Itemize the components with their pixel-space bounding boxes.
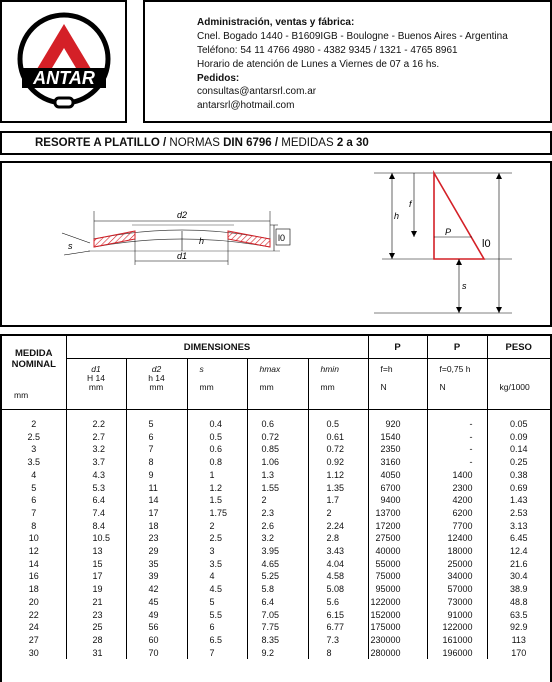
- cell-d1: 21: [66, 596, 126, 609]
- table-row: [2, 469, 550, 482]
- cell-hmax: 1.3: [247, 469, 308, 482]
- cell-d2: 60: [126, 634, 187, 647]
- cell-medida: 6: [31, 495, 37, 506]
- cell-p-075h: 122000: [427, 621, 487, 634]
- sub-d1: d1 H 14 mm: [66, 359, 126, 410]
- info-heading: Administración, ventas y fábrica:: [197, 17, 355, 28]
- cell-peso: 0.69: [487, 482, 550, 495]
- cell-p-fh: 920: [368, 410, 427, 431]
- cell-medida: 22: [28, 609, 39, 620]
- sub-d2: d2 h 14 mm: [126, 359, 187, 410]
- info-email-2: antarsrl@hotmail.com: [197, 100, 295, 111]
- cell-p-fh: 40000: [368, 545, 427, 558]
- cell-peso: 30.4: [487, 570, 550, 583]
- cell-d1: 13: [66, 545, 126, 558]
- cell-p-fh: 75000: [368, 570, 427, 583]
- cell-peso: 48.8: [487, 596, 550, 609]
- cell-hmax: 2: [247, 494, 308, 507]
- spec-table: [0, 334, 552, 682]
- cell-medida: 14: [28, 558, 39, 569]
- info-orders-label: Pedidos:: [197, 73, 240, 84]
- cell-medida: 20: [28, 596, 39, 607]
- cell-peso: 113: [487, 634, 550, 647]
- cell-d1: 2.2: [66, 410, 126, 431]
- cell-d2: 70: [126, 647, 187, 660]
- cell-d2: 5: [126, 410, 187, 431]
- info-address: Cnel. Bogado 1440 - B1609IGB - Boulogne - Buenos Aires - Argentina: [197, 31, 508, 42]
- cell-p-075h: 161000: [427, 634, 487, 647]
- cell-hmin: 1.35: [308, 482, 368, 495]
- table-row: [2, 482, 550, 495]
- cell-hmin: 4.58: [308, 570, 368, 583]
- cell-s: 2.5: [187, 532, 247, 545]
- cell-medida: 2.5: [27, 431, 40, 442]
- cell-hmax: 0.6: [247, 410, 308, 431]
- cell-d2: 35: [126, 558, 187, 571]
- table-row: [2, 431, 550, 444]
- cell-s: 5: [187, 596, 247, 609]
- cell-d1: 3.7: [66, 456, 126, 469]
- cell-d2: 14: [126, 494, 187, 507]
- title-bar: [0, 131, 552, 155]
- cell-medida: 30: [28, 647, 39, 658]
- cell-d2: 17: [126, 507, 187, 520]
- label-d2: d2: [177, 210, 188, 220]
- cell-d1: 7.4: [66, 507, 126, 520]
- table-row: [2, 520, 550, 533]
- cell-hmax: 2.3: [247, 507, 308, 520]
- cell-p-075h: 6200: [427, 507, 487, 520]
- cell-peso: 6.45: [487, 532, 550, 545]
- cell-p-075h: 12400: [427, 532, 487, 545]
- cell-p-075h: -: [427, 443, 487, 456]
- cell-p-fh: 6700: [368, 482, 427, 495]
- table-row: [2, 545, 550, 558]
- cell-s: 2: [187, 520, 247, 533]
- cell-d2: 49: [126, 609, 187, 622]
- cell-peso: 3.13: [487, 520, 550, 533]
- cell-peso: 0.38: [487, 469, 550, 482]
- label-h-right: h: [394, 211, 400, 221]
- header-p2: P: [427, 336, 487, 359]
- cell-p-fh: 1540: [368, 431, 427, 444]
- cell-p-075h: 34000: [427, 570, 487, 583]
- cell-s: 0.4: [187, 410, 247, 431]
- cell-hmin: 2: [308, 507, 368, 520]
- label-h: h: [199, 236, 205, 246]
- cell-hmax: 0.72: [247, 431, 308, 444]
- cell-peso: 0.14: [487, 443, 550, 456]
- cell-peso: 0.09: [487, 431, 550, 444]
- table-row: [2, 609, 550, 622]
- cell-p-075h: 91000: [427, 609, 487, 622]
- cell-d2: 42: [126, 583, 187, 596]
- cell-hmax: 7.05: [247, 609, 308, 622]
- cell-medida: 7: [31, 507, 37, 518]
- cell-s: 4: [187, 570, 247, 583]
- cell-s: 1.75: [187, 507, 247, 520]
- cell-p-fh: 17200: [368, 520, 427, 533]
- cell-p-075h: 2300: [427, 482, 487, 495]
- cell-d2: 45: [126, 596, 187, 609]
- cell-medida: 5: [31, 482, 37, 493]
- cell-d1: 5.3: [66, 482, 126, 495]
- cell-peso: 2.53: [487, 507, 550, 520]
- cell-d1: 25: [66, 621, 126, 634]
- table-row: [2, 596, 550, 609]
- cell-p-fh: 2350: [368, 443, 427, 456]
- cell-medida: 10: [28, 533, 39, 544]
- cell-hmax: 9.2: [247, 647, 308, 660]
- cell-p-075h: 1400: [427, 469, 487, 482]
- cell-medida: 4: [31, 469, 37, 480]
- cell-hmax: 4.65: [247, 558, 308, 571]
- cell-hmin: 0.61: [308, 431, 368, 444]
- company-info: [143, 0, 552, 123]
- cell-hmin: 2.8: [308, 532, 368, 545]
- cell-peso: 0.25: [487, 456, 550, 469]
- table-subheader-row: [2, 359, 550, 410]
- cell-medida: 27: [28, 634, 39, 645]
- force-diagram: [374, 173, 512, 313]
- cell-medida: 3.5: [27, 457, 40, 468]
- cell-medida: 18: [28, 584, 39, 595]
- cell-p-fh: 27500: [368, 532, 427, 545]
- cell-p-fh: 230000: [368, 634, 427, 647]
- cell-hmax: 5.8: [247, 583, 308, 596]
- cell-hmin: 6.77: [308, 621, 368, 634]
- cell-d1: 23: [66, 609, 126, 622]
- cell-d2: 6: [126, 431, 187, 444]
- cell-s: 6.5: [187, 634, 247, 647]
- disc-section: [88, 225, 280, 251]
- info-phone: Teléfono: 54 11 4766 4980 - 4382 9345 / 1321 - 4765 8961: [197, 45, 458, 56]
- cell-s: 0.5: [187, 431, 247, 444]
- cell-s: 7: [187, 647, 247, 660]
- cell-p-fh: 175000: [368, 621, 427, 634]
- sub-p2: f=0,75 h N: [427, 359, 487, 410]
- cell-p-fh: 3160: [368, 456, 427, 469]
- cell-p-fh: 55000: [368, 558, 427, 571]
- cell-p-fh: 13700: [368, 507, 427, 520]
- cell-hmin: 7.3: [308, 634, 368, 647]
- cell-medida: 3: [31, 444, 37, 455]
- label-d1: d1: [177, 251, 188, 261]
- cell-p-fh: 152000: [368, 609, 427, 622]
- cell-d2: 23: [126, 532, 187, 545]
- table-row: [2, 634, 550, 647]
- cell-hmin: 4.04: [308, 558, 368, 571]
- cell-p-fh: 122000: [368, 596, 427, 609]
- label-s: s: [68, 241, 73, 251]
- cell-hmax: 0.85: [247, 443, 308, 456]
- cell-medida: 12: [28, 546, 39, 557]
- header-p1: P: [368, 336, 427, 359]
- table-row: [2, 621, 550, 634]
- cell-p-075h: 18000: [427, 545, 487, 558]
- cell-hmax: 1.06: [247, 456, 308, 469]
- table-header-row: [2, 336, 550, 359]
- info-email-1: consultas@antarsrl.com.ar: [197, 86, 317, 97]
- table-row: [2, 494, 550, 507]
- cell-hmin: 1.12: [308, 469, 368, 482]
- cell-s: 4.5: [187, 583, 247, 596]
- table-row: [2, 443, 550, 456]
- label-l0-right: l0: [482, 238, 491, 250]
- cell-hmin: 2.24: [308, 520, 368, 533]
- table-row: [2, 583, 550, 596]
- cell-s: 1: [187, 469, 247, 482]
- cell-hmax: 5.25: [247, 570, 308, 583]
- cell-d2: 11: [126, 482, 187, 495]
- cell-hmin: 8: [308, 647, 368, 660]
- cell-d1: 15: [66, 558, 126, 571]
- cell-p-075h: -: [427, 410, 487, 431]
- cell-p-075h: 4200: [427, 494, 487, 507]
- table-row: [2, 570, 550, 583]
- cell-d1: 2.7: [66, 431, 126, 444]
- cell-hmax: 1.55: [247, 482, 308, 495]
- cell-hmin: 0.92: [308, 456, 368, 469]
- cell-peso: 21.6: [487, 558, 550, 571]
- cell-d2: 29: [126, 545, 187, 558]
- cell-s: 0.6: [187, 443, 247, 456]
- label-l0: l0: [278, 233, 286, 243]
- cell-p-075h: -: [427, 456, 487, 469]
- cell-hmax: 8.35: [247, 634, 308, 647]
- spring-diagram: [0, 161, 552, 327]
- cell-p-075h: 73000: [427, 596, 487, 609]
- cell-d1: 17: [66, 570, 126, 583]
- info-hours: Horario de atención de Lunes a Viernes de 07 a 16 hs.: [197, 59, 440, 70]
- cell-peso: 170: [487, 647, 550, 660]
- cell-medida: 16: [28, 571, 39, 582]
- cell-p-fh: 4050: [368, 469, 427, 482]
- cell-peso: 92.9: [487, 621, 550, 634]
- cell-d2: 39: [126, 570, 187, 583]
- cell-hmin: 3.43: [308, 545, 368, 558]
- cell-hmin: 0.5: [308, 410, 368, 431]
- cell-d1: 31: [66, 647, 126, 660]
- cell-hmax: 3.95: [247, 545, 308, 558]
- cell-peso: 12.4: [487, 545, 550, 558]
- cell-hmin: 5.08: [308, 583, 368, 596]
- table-row: [2, 558, 550, 571]
- sub-peso: kg/1000: [487, 359, 550, 410]
- header-medida: MEDIDA NOMINAL mm: [2, 336, 66, 410]
- cell-d1: 6.4: [66, 494, 126, 507]
- label-p: P: [445, 227, 452, 237]
- cell-p-fh: 95000: [368, 583, 427, 596]
- cell-s: 3: [187, 545, 247, 558]
- cell-hmax: 2.6: [247, 520, 308, 533]
- cell-peso: 63.5: [487, 609, 550, 622]
- label-s-right: s: [462, 281, 467, 291]
- table-row: [2, 507, 550, 520]
- cell-d1: 4.3: [66, 469, 126, 482]
- cell-s: 6: [187, 621, 247, 634]
- cell-s: 1.2: [187, 482, 247, 495]
- cell-peso: 0.05: [487, 410, 550, 431]
- cell-s: 1.5: [187, 494, 247, 507]
- cell-hmin: 0.72: [308, 443, 368, 456]
- header-peso: PESO: [487, 336, 550, 359]
- cell-hmax: 3.2: [247, 532, 308, 545]
- page-title: RESORTE A PLATILLO / NORMAS DIN 6796 / MEDIDAS 2 a 30: [35, 137, 369, 149]
- table-row: [2, 532, 550, 545]
- sub-s: s mm: [187, 359, 247, 410]
- cell-p-075h: 25000: [427, 558, 487, 571]
- cell-hmax: 7.75: [247, 621, 308, 634]
- cell-peso: 1.43: [487, 494, 550, 507]
- table-body: [2, 410, 550, 660]
- cell-d2: 8: [126, 456, 187, 469]
- cell-hmax: 6.4: [247, 596, 308, 609]
- cell-medida: 2: [31, 419, 37, 429]
- table-row: [2, 647, 550, 660]
- sub-hmin: hmin mm: [308, 359, 368, 410]
- table-row: [2, 456, 550, 469]
- antar-logo: [2, 2, 125, 121]
- cell-d2: 18: [126, 520, 187, 533]
- cell-p-fh: 280000: [368, 647, 427, 660]
- cell-d1: 3.2: [66, 443, 126, 456]
- cell-s: 3.5: [187, 558, 247, 571]
- cell-d2: 56: [126, 621, 187, 634]
- sub-p1: f=h N: [368, 359, 427, 410]
- cell-peso: 38.9: [487, 583, 550, 596]
- cell-p-075h: -: [427, 431, 487, 444]
- cell-d2: 9: [126, 469, 187, 482]
- cell-d1: 10.5: [66, 532, 126, 545]
- cell-medida: 24: [28, 622, 39, 633]
- cell-p-075h: 57000: [427, 583, 487, 596]
- cell-d1: 28: [66, 634, 126, 647]
- cell-hmin: 5.6: [308, 596, 368, 609]
- cell-p-fh: 9400: [368, 494, 427, 507]
- sub-hmax: hmax mm: [247, 359, 308, 410]
- label-f: f: [409, 199, 412, 209]
- cell-p-075h: 196000: [427, 647, 487, 660]
- table-row: [2, 410, 550, 431]
- cell-d1: 8.4: [66, 520, 126, 533]
- logo-text: ANTAR: [33, 68, 95, 88]
- header-dimensiones: DIMENSIONES: [66, 336, 368, 359]
- cell-s: 0.8: [187, 456, 247, 469]
- logo-box: [0, 0, 127, 123]
- cell-d2: 7: [126, 443, 187, 456]
- cell-hmin: 1.7: [308, 494, 368, 507]
- cell-medida: 8: [31, 520, 37, 531]
- cell-hmin: 6.15: [308, 609, 368, 622]
- cell-s: 5.5: [187, 609, 247, 622]
- cell-p-075h: 7700: [427, 520, 487, 533]
- cell-d1: 19: [66, 583, 126, 596]
